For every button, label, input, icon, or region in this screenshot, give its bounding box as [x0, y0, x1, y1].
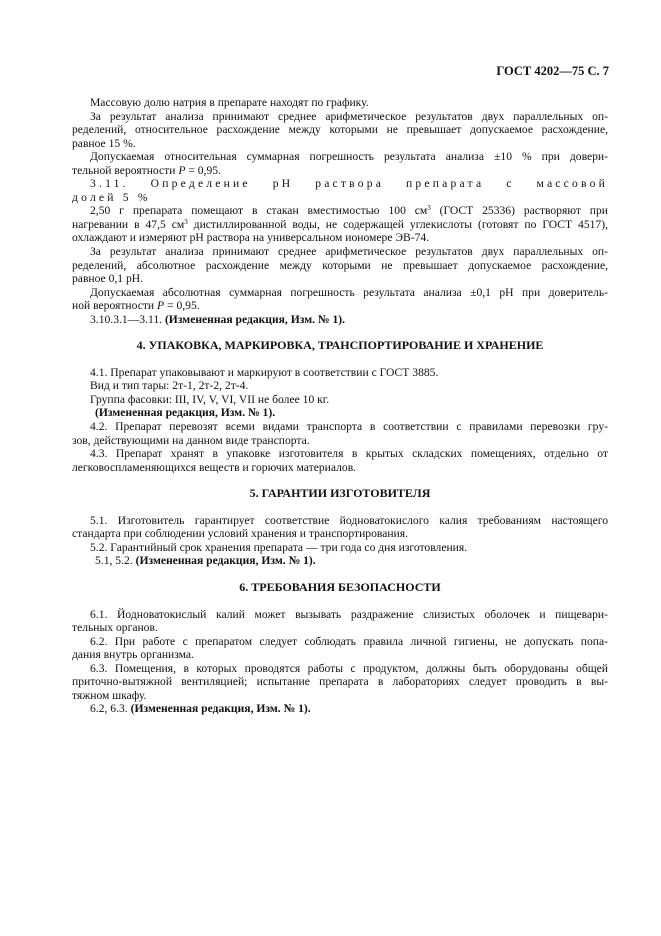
text-segment: тельных органов. — [72, 621, 158, 635]
text-line — [72, 123, 608, 137]
text-segment: дания внутрь организма. — [72, 648, 194, 662]
text-line — [72, 689, 608, 703]
text-line — [72, 150, 608, 164]
paragraph — [72, 379, 608, 393]
paragraph — [72, 702, 608, 716]
text-line — [72, 635, 608, 649]
paragraph — [72, 204, 608, 245]
superscript: 3 — [184, 217, 188, 226]
text-segment: равное 0,1 pH. — [72, 272, 144, 286]
text-segment: 5.1. Изготовитель гарантирует соответствие йодноватокислого калия требованиям настоящего — [90, 513, 608, 527]
text-line — [72, 702, 608, 716]
text-segment: = 0,95. — [164, 299, 200, 313]
paragraph — [72, 110, 608, 151]
paragraph — [72, 554, 608, 568]
text-line — [72, 366, 608, 380]
text-line — [72, 541, 608, 555]
text-segment: Вид и тип тары: 2т-1, 2т-2, 2т-4. — [90, 379, 249, 393]
text-segment: ной вероятности — [72, 299, 158, 313]
text-line — [72, 204, 608, 218]
text-segment: долей 5 % — [72, 190, 151, 204]
text-line — [72, 177, 608, 191]
text-segment: охлаждают и измеряют pH раствора на универсальном иономере ЭВ-74. — [72, 231, 430, 245]
page-header: ГОСТ 4202—75 С. 7 — [496, 64, 609, 78]
text-line — [72, 461, 608, 475]
text-line — [72, 272, 608, 286]
text-segment: тельной вероятности — [72, 163, 179, 177]
text-line — [72, 259, 608, 273]
text-segment: 6.2. При работе с препаратом следует соблюдать правила личной гигиены, не допускать попа- — [90, 634, 608, 648]
text-line — [72, 96, 608, 110]
text-segment: P — [178, 163, 186, 177]
section-heading: 6. ТРЕБОВАНИЯ БЕЗОПАСНОСТИ — [239, 579, 441, 594]
amendment-note: (Измененная редакция, Изм. № 1). — [130, 702, 311, 716]
text-segment: Допускаемая относительная суммарная погрешность результата анализа ±10 % при довери- — [90, 150, 608, 164]
section-heading: 4. УПАКОВКА, МАРКИРОВКА, ТРАНСПОРТИРОВАНИЕ И ХРАНЕНИЕ — [136, 338, 544, 353]
text-segment: За результат анализа принимают среднее арифметическое результатов двух параллельных оп- — [90, 109, 608, 123]
paragraph — [72, 96, 608, 110]
text-segment: тяжном шкафу. — [72, 688, 147, 702]
paragraph — [72, 662, 608, 703]
text-line — [72, 299, 608, 313]
text-segment: Массовую долю натрия в препарате находят по графику. — [90, 96, 369, 109]
text-segment: Группа фасовки: III, IV, V, VI, VII не более 10 кг. — [90, 392, 330, 406]
text-line — [72, 420, 608, 434]
text-line — [72, 514, 608, 528]
text-segment: Допускаемая абсолютная суммарная погрешность результата анализа ±0,1 pH при доверитель- — [90, 285, 608, 299]
paragraph — [72, 245, 608, 286]
text-segment: ределений, абсолютное расхождение между которыми не превышает допускаемое расхождение, — [72, 258, 608, 272]
text-line — [72, 191, 608, 205]
paragraph — [72, 286, 608, 313]
text-segment: = 0,95. — [185, 163, 221, 177]
text-line — [72, 648, 608, 662]
text-segment: приточно-вытяжной вентиляцией; испытание препарата в лабораториях следует проводить в вы- — [72, 675, 608, 689]
text-segment: ределений, относительное расхождение между которыми не превышает допускаемое расхождение, — [72, 123, 608, 137]
paragraph — [72, 366, 608, 380]
paragraph — [72, 406, 608, 420]
document-body — [72, 96, 608, 716]
text-line — [72, 231, 608, 245]
section-heading: 5. ГАРАНТИИ ИЗГОТОВИТЕЛЯ — [249, 486, 431, 501]
text-segment: 2,50 г препарата помещают в стакан вместимостью 100 см — [90, 204, 428, 218]
text-segment: равное 15 %. — [72, 136, 136, 150]
text-segment: 6.1. Йодноватокислый калий может вызывать раздражение слизистых оболочек и пищевари- — [90, 607, 608, 621]
text-segment: зов, действующими на данном виде транспорта. — [72, 433, 310, 447]
text-line — [72, 164, 608, 178]
text-segment: 5.1, 5.2. — [95, 554, 136, 568]
text-segment: За результат анализа принимают среднее арифметическое результатов двух параллельных оп- — [90, 245, 608, 259]
text-line — [72, 245, 608, 259]
text-segment: 3.10.3.1—3.11. — [90, 312, 165, 326]
text-segment: 6.3. Помещения, в которых проводятся работы с продуктом, должны быть оборудованы общей — [90, 661, 608, 675]
paragraph — [72, 393, 608, 407]
text-line — [72, 406, 608, 420]
paragraph — [72, 447, 608, 474]
text-line — [72, 313, 608, 327]
paragraph — [72, 635, 608, 662]
text-line — [72, 608, 608, 622]
text-line — [72, 110, 608, 124]
paragraph — [72, 313, 608, 327]
paragraph — [72, 150, 608, 177]
text-line — [72, 662, 608, 676]
text-line — [72, 675, 608, 689]
paragraph — [72, 541, 608, 555]
text-segment: 6.2, 6.3. — [90, 702, 131, 716]
text-segment: 3.11. Определение pH раствора препарата с массовой — [90, 177, 608, 191]
amendment-note: (Измененная редакция, Изм. № 1). — [95, 406, 276, 420]
text-segment: P — [157, 299, 165, 313]
text-line — [72, 434, 608, 448]
text-segment: дистиллированной воды, не содержащей углекислоты (готовят по ГОСТ 4517), — [187, 217, 608, 231]
text-segment: 5.2. Гарантийный срок хранения препарата — три года со дня изготовления. — [90, 540, 468, 554]
paragraph — [72, 420, 608, 447]
text-line — [72, 137, 608, 151]
paragraph — [72, 608, 608, 635]
text-segment: 4.2. Препарат перевозят всеми видами транспорта в соответствии с правилами перевозки гру- — [90, 420, 608, 434]
text-segment: легковоспламеняющихся веществ и горючих материалов. — [72, 460, 357, 474]
text-line — [72, 447, 608, 461]
text-line — [72, 379, 608, 393]
amendment-note: (Измененная редакция, Изм. № 1). — [164, 312, 346, 326]
text-line — [72, 286, 608, 300]
paragraph — [72, 177, 608, 204]
text-line — [72, 393, 608, 407]
text-segment: нагревании в 47,5 см — [72, 217, 185, 231]
text-line — [72, 527, 608, 541]
text-segment: 4.3. Препарат хранят в упаковке изготовителя в крытых складских помещениях, отдельно от — [90, 447, 608, 461]
text-line — [72, 621, 608, 635]
text-line — [72, 218, 608, 232]
paragraph — [72, 514, 608, 541]
text-segment: 4.1. Препарат упаковывают и маркируют в соответствии с ГОСТ 3885. — [90, 365, 439, 379]
text-segment: (ГОСТ 25336) растворяют при — [430, 204, 608, 218]
amendment-note: (Измененная редакция, Изм. № 1). — [135, 554, 316, 568]
superscript: 3 — [427, 204, 431, 213]
text-line — [72, 554, 608, 568]
text-segment: стандарта при соблюдении условий хранения и транспортирования. — [72, 527, 408, 541]
